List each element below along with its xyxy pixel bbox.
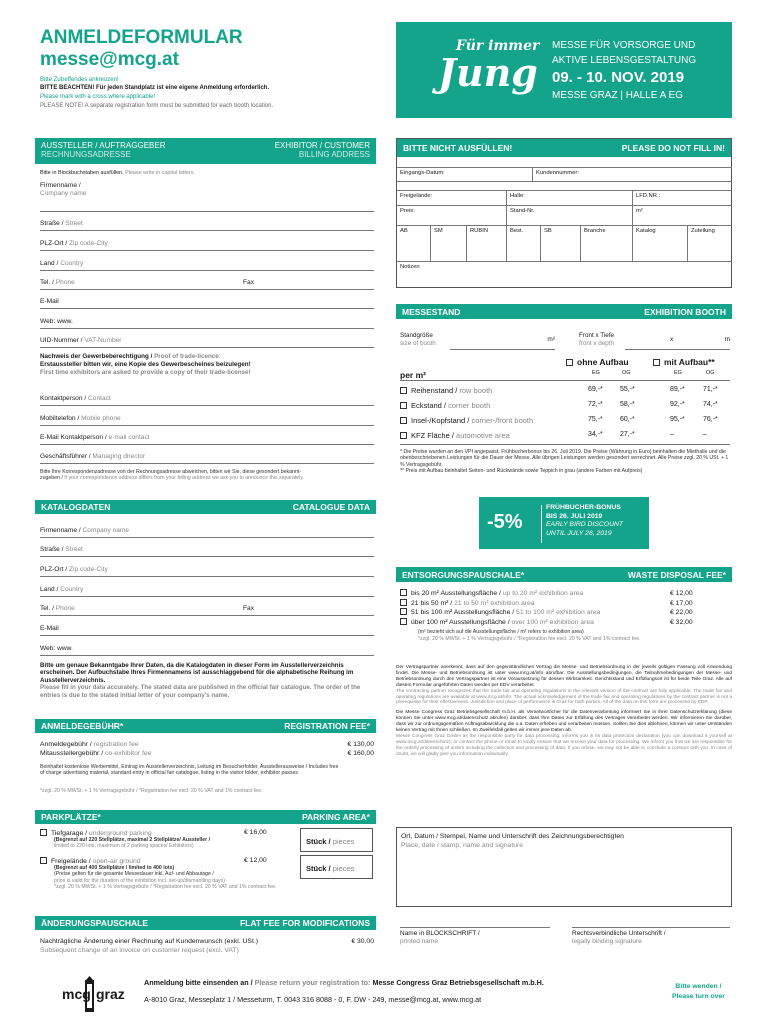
exhibitor-web-field[interactable] bbox=[40, 318, 374, 329]
terms-p1b: The contracting partner recognizes that the trade fair and operating regulations in the relevant version of the contract are fully applicable. The trade fair and operating regulations are available at www.mcg.at/info. The actual acknowledgement of the trade fair and operating regulations by the contract partner is not a prerequisite for their effectiveness. Jurisdiction and place of performance is Graz for both parties. All of the data on this form are processed by EDP. bbox=[396, 688, 732, 706]
booth-row-reihen bbox=[400, 386, 730, 395]
legal-signature-line[interactable] bbox=[572, 918, 730, 928]
modfee-h-de: ÄNDERUNGSPAUSCHALE bbox=[41, 918, 149, 928]
cat-firm-en: Company name bbox=[82, 527, 130, 534]
land-en: Country bbox=[60, 260, 84, 267]
parking-h-en: PARKING AREA* bbox=[301, 812, 370, 822]
banner-line2: AKTIVE LEBENSGESTALTUNG bbox=[552, 55, 697, 66]
legal-signature-label bbox=[572, 930, 666, 946]
insel-checkbox[interactable] bbox=[400, 417, 407, 424]
logo-graz: graz bbox=[96, 986, 125, 1002]
ceo-en: Managing director bbox=[92, 453, 146, 460]
office-use-box bbox=[396, 138, 732, 288]
eck-de: Eckstand / bbox=[411, 401, 447, 410]
modfee-header bbox=[35, 916, 376, 930]
modfee-en: Subsequent change of an invoice on customer request (excl. VAT) bbox=[40, 947, 239, 954]
firm-de: Firmenname / bbox=[40, 182, 81, 189]
uid-en: VAT-Number bbox=[84, 337, 122, 344]
street-de: Straße / bbox=[40, 220, 64, 227]
send-de: Anmeldung bitte einsenden an / bbox=[144, 978, 253, 987]
depth-x: x bbox=[670, 336, 674, 343]
banner-venue: MESSE GRAZ | HALLE A EG bbox=[552, 90, 683, 101]
office-eingang[interactable]: Eingangs-Datum: bbox=[397, 167, 533, 182]
ohne-checkbox[interactable] bbox=[566, 359, 573, 366]
depth-m: m bbox=[724, 336, 730, 343]
reihen-de: Reihenstand / bbox=[411, 386, 458, 395]
office-stand[interactable]: Stand-Nr. bbox=[507, 206, 633, 226]
exhibitor-h-en1: EXHIBITOR / CUSTOMER bbox=[274, 141, 370, 150]
ceo-de: Geschäftsführer / bbox=[40, 453, 91, 460]
insel-p2: 60,-* bbox=[620, 416, 635, 423]
firm-en: Company name bbox=[40, 190, 87, 197]
terms-p2: Die Messe Congress Graz Betriebsgesellschaft m.b.H. als Verantwortlicher für die Datenverarbeitung informiert Sie in ihrer Datenschutzerklärung (diese können Sie unter www.mcg.at/datenschutz abrufen) darüber, dass Ihre Daten zur Erfüllung des Vertrages verarbeitet werden. Wir informieren Sie darüber, dass wir zur ordnungsgemäßen Auftragsabwicklung die o.a. Daten erheben und verarbeiten müssen. Sollten Sie dies ablehnen, können wir unter Umständen keinen Vertrag mit Ihnen schließen. Im Zweifelsfall gelten wir immer jene Daten ab. bbox=[396, 710, 732, 734]
exhibitor-email-field[interactable] bbox=[40, 298, 374, 309]
insel-de: Insel-/Kopfstand / bbox=[411, 416, 470, 425]
tel-de: Tel. / bbox=[40, 279, 54, 286]
disposal-cb-1[interactable] bbox=[400, 589, 407, 596]
per-m2-label: per m² bbox=[400, 370, 426, 380]
turn2: Please turn over bbox=[672, 993, 725, 1000]
disp-2-v: € 17,00 bbox=[670, 599, 693, 607]
f-de: Freigelände / bbox=[51, 858, 91, 865]
booth-footnote1: * Die Preise wurden an den VPI angepasst. Frühbucherbonus bis 26. Juli 2019. Die Preise (Währung in Euro) beinhalten die Miethalle und die obenbeschriebenen Leistungen für die Dauer der Messe. Alle übrigen Leistungen werden gesondert verrechnet. Alle Preise zzgl. 20 % USt. + 1 % Vertragsgebühr. bbox=[400, 449, 729, 468]
kfz-p4: – bbox=[703, 431, 707, 438]
booth-h-en: EXHIBITION BOOTH bbox=[644, 306, 726, 317]
eck-p4: 74,-* bbox=[703, 401, 718, 408]
regfee-lines bbox=[40, 740, 374, 758]
exhibitor-company-field[interactable] bbox=[40, 182, 374, 212]
address-line: A-8010 Graz, Messeplatz 1 / Messeturm, T. 0043 316 8088 - 0, F. DW - 249, messe@mcg.at, www.mcg.at bbox=[144, 995, 482, 1004]
uid-de: UID-Nummer / bbox=[40, 337, 83, 344]
early-bird-badge bbox=[479, 497, 649, 549]
modfee-val: € 30,00 bbox=[351, 938, 374, 945]
kfz-checkbox[interactable] bbox=[400, 432, 407, 439]
cat-plz-de: PLZ-Ort / bbox=[40, 566, 68, 573]
disposal-cb-4[interactable] bbox=[400, 618, 407, 625]
office-zuteilung[interactable]: Zuteilung bbox=[688, 226, 732, 262]
send-to-line bbox=[144, 978, 544, 987]
office-best[interactable]: Best. bbox=[507, 226, 541, 262]
terms-p1: Der Vertragspartner anerkennt, dass auf den gegenständlichen Vertrag die Messe- und Betriebsordnung in der jeweils gültigen Fassung voll Anwendung findet. Die Messe- und Betriebsordnung ist unter www.mcg.at/info abrufbar. Die Ausstellungsbedingungen, die Teilnahmebedingungen der Messe- und Betriebsordnung durch den Vertragspartner ist eine Voraussetzung für dessen Wirksamkeit. Gerichtsstand und Erfüllungsort ist für beide Teile Graz. Alle auf diesem Formular angeführten Daten werden per EDV verarbeitet. bbox=[396, 665, 732, 688]
form-title: ANMELDEFORMULAR bbox=[40, 27, 243, 48]
mobile-de: Mobiltelefon / bbox=[40, 415, 80, 422]
bonus-text bbox=[546, 504, 623, 538]
exhibitor-plz-field[interactable] bbox=[40, 240, 374, 251]
sig-n-en: printed name bbox=[400, 938, 438, 945]
booth-row-kfz bbox=[400, 431, 730, 440]
regfee-l1-de: Anmeldegebühr / bbox=[40, 741, 92, 748]
booth-h-de: MESSESTAND bbox=[402, 306, 461, 317]
cat-company-field[interactable] bbox=[40, 527, 374, 538]
logo-jung: Jung bbox=[438, 50, 538, 95]
col-og-2: OG bbox=[706, 370, 715, 376]
econtact-en: e-mail contact bbox=[108, 434, 150, 441]
caps-de: Bitte in Blockbuchstaben ausfüllen. bbox=[40, 170, 124, 176]
corr-en: If your correspondence address differs from your billing address we ask you to announce this separately. bbox=[64, 475, 304, 482]
disposal-cb-2[interactable] bbox=[400, 599, 407, 606]
disposal-header bbox=[396, 567, 732, 582]
reihen-p1: 69,-* bbox=[588, 386, 603, 393]
turn-over bbox=[672, 982, 725, 1002]
regfee-header bbox=[35, 719, 376, 733]
note-tick: Bitte Zutreffendes ankreuzen! bbox=[40, 77, 119, 83]
exhibitor-h-de1: AUSSTELLER / AUFTRAGGEBER bbox=[41, 141, 166, 150]
signature-box[interactable] bbox=[396, 827, 732, 907]
catalogue-header bbox=[35, 500, 376, 514]
regfee-h-de: ANMELDEGEBÜHR* bbox=[41, 721, 124, 731]
cat-street-field[interactable] bbox=[40, 546, 374, 557]
regfee-l1-val: € 130,00 bbox=[347, 741, 374, 748]
proof3: First time exhibitors are asked to provide a copy of their trade-license! bbox=[40, 369, 251, 376]
cat-email-field[interactable] bbox=[40, 625, 374, 636]
col-eg-2: EG bbox=[674, 370, 682, 376]
mit-aufbau-option[interactable] bbox=[653, 357, 715, 367]
mcg-logo bbox=[62, 974, 125, 1014]
printed-name-line[interactable] bbox=[400, 918, 550, 928]
regfee-l2-en: co-exhibitor fee bbox=[104, 750, 152, 757]
modfee-h-en: FLAT FEE FOR MODIFICATIONS bbox=[239, 918, 370, 928]
insel-en: corner-/front booth bbox=[471, 416, 534, 425]
booth-divider-2 bbox=[400, 444, 730, 445]
office-sb[interactable]: SB bbox=[541, 226, 581, 262]
cat-street-en: Street bbox=[65, 546, 83, 553]
bonus-l3: EARLY BIRD DISCOUNT bbox=[546, 521, 624, 529]
caps-note bbox=[40, 170, 195, 176]
terms-text bbox=[396, 665, 732, 758]
f-n2: (Preise gelten für die gesamte Messedauer inkl. Auf- und Abbautage / bbox=[54, 871, 214, 878]
form-email: messe@mcg.at bbox=[40, 49, 179, 70]
reihen-en: row booth bbox=[459, 386, 493, 395]
depth-en: front x depth bbox=[579, 340, 615, 347]
contact-en: Contact bbox=[88, 395, 111, 402]
office-header bbox=[397, 139, 731, 157]
kfz-de: KFZ Fläche / bbox=[411, 431, 454, 440]
disp-4-en: over 100 m² exhibition area bbox=[511, 618, 594, 626]
sig-l1: Ort, Datum / Stempel, Name und Unterschrift des Zeichnungsberechtigten bbox=[401, 833, 624, 840]
count-de-2: Stück / bbox=[306, 864, 331, 873]
eck-en: corner booth bbox=[448, 401, 491, 410]
office-h-en: PLEASE DO NOT FILL IN! bbox=[621, 143, 725, 153]
parking-h-de: PARKPLÄTZE* bbox=[41, 812, 101, 822]
reihen-checkbox[interactable] bbox=[400, 387, 407, 394]
proof-en: Proof of trade-licence: bbox=[154, 353, 221, 360]
bonus-pct: -5% bbox=[487, 511, 523, 533]
printed-name-label bbox=[400, 930, 480, 946]
corr-de2: zugeben / bbox=[40, 475, 63, 482]
bonus-divider bbox=[541, 505, 542, 543]
cat-tel-en: Phone bbox=[55, 605, 75, 612]
ohne-aufbau-option[interactable] bbox=[566, 357, 629, 367]
econtact-de: E-Mail Kontaktperson / bbox=[40, 434, 107, 441]
disp-4-de: über 100 m² Ausstellungsfläche / bbox=[411, 618, 510, 626]
f-n3: price is valid for the duration of the exhibition incl. set-up/dismantling days) bbox=[54, 877, 225, 884]
banner-dates: 09. - 10. NOV. 2019 bbox=[552, 69, 685, 86]
cat-tel-de: Tel. / bbox=[40, 605, 54, 612]
exhibitor-header bbox=[35, 138, 376, 164]
disp-2-en: 21 to 50 m² exhibition area bbox=[454, 599, 535, 607]
col-eg-1: EG bbox=[592, 370, 600, 376]
cat-web-field[interactable] bbox=[40, 645, 374, 656]
disp-1-en: up to 20 m² exhibition area bbox=[502, 590, 584, 597]
booth-size-input[interactable] bbox=[450, 332, 555, 350]
contact-de: Kontaktperson / bbox=[40, 395, 87, 402]
booth-footnote2: ** Preis mit Aufbau beinhaltet Seiten- und Rückwände sowie Teppich in grau (andere Farben mit Aufpreis) bbox=[400, 468, 643, 474]
regfee-l2-de: Mitausstellergebühr / bbox=[40, 750, 104, 757]
catalogue-h-en: CATALOGUE DATA bbox=[292, 502, 370, 512]
t-val: € 16,00 bbox=[244, 829, 267, 836]
office-halle[interactable]: Halle: bbox=[507, 190, 633, 206]
fax-label: Fax bbox=[243, 279, 254, 286]
cat-email-label: E-Mail bbox=[40, 625, 59, 632]
insel-p1: 75,-* bbox=[588, 416, 603, 423]
size-de: Standgröße bbox=[400, 332, 433, 339]
disp-3-de: 51 bis 100 m² Ausstellungsfläche / bbox=[411, 609, 515, 617]
logo-fuer-immer: Für immer bbox=[456, 38, 540, 54]
booth-depth-label bbox=[579, 332, 614, 348]
modfee-line bbox=[40, 937, 374, 955]
regfee-note1: Beinhaltet kostenlose Werbemittel, Eintrag im Ausstellerverzeichnis, Leitung im Besucherfolder, Ausstellerausweise / Includes free of charge advertising material, standard entry in official fair catalogue, listing in the visitor folder, exhibitor passes bbox=[40, 764, 339, 777]
disp-1-de: bis 20 m² Ausstellungsfläche / bbox=[411, 590, 501, 597]
booth-divider bbox=[400, 380, 730, 381]
kfz-p2: 27,-* bbox=[620, 431, 635, 438]
turn1: Bitte wenden / bbox=[675, 983, 722, 990]
email-label: E-Mail bbox=[40, 298, 59, 305]
booth-header bbox=[396, 304, 732, 319]
exhibitor-tel-field[interactable] bbox=[40, 279, 374, 290]
exhibitor-h-de2: RECHNUNGSADRESSE bbox=[41, 150, 131, 159]
openair-count-box[interactable] bbox=[300, 855, 373, 879]
regfee-h-en: REGISTRATION FEE* bbox=[284, 721, 370, 731]
plz-de: PLZ-Ort / bbox=[40, 240, 68, 247]
cat-web-label: Web: www. bbox=[40, 645, 73, 652]
kfz-en: automotive area bbox=[456, 431, 510, 440]
t-de: Tiefgarage / bbox=[51, 830, 88, 837]
f-val: € 12,00 bbox=[244, 857, 267, 864]
proof-de: Nachweis der Gewerbeberechtigung / bbox=[40, 353, 153, 360]
booth-depth-input[interactable] bbox=[625, 332, 730, 350]
insel-p3: 95,-* bbox=[670, 416, 685, 423]
booth-size-label bbox=[400, 332, 436, 348]
modfee-de: Nachträgliche Änderung einer Rechnung auf Kundenwunsch (exkl. USt.) bbox=[40, 938, 259, 945]
disposal-note2: *zzgl. 20 % MWSt. + 1 % Vertragsgebühr / *Registration fee excl. 20 % VAT and 1% contract fee. bbox=[418, 636, 641, 642]
kfz-p1: 34,-* bbox=[588, 431, 603, 438]
exhibitor-street-field[interactable] bbox=[40, 220, 374, 231]
sig-s-de: Rechtsverbindliche Unterschrift / bbox=[572, 930, 666, 937]
depth-de: Front x Tiefe bbox=[579, 332, 614, 339]
contact-email-field[interactable] bbox=[40, 434, 374, 445]
office-sm[interactable]: SM bbox=[431, 226, 467, 262]
disposal-h-en: WASTE DISPOSAL FEE* bbox=[627, 569, 726, 580]
cat-land-field[interactable] bbox=[40, 586, 374, 597]
mit-checkbox[interactable] bbox=[653, 359, 660, 366]
cat-note-en: Please fill in your data accurately. The stated data are published in the official fair catalogue. The order of the entries is due to the stated initial letter of your company's name. bbox=[40, 684, 361, 699]
office-m2[interactable]: m² bbox=[633, 206, 732, 226]
reihen-p3: 89,-* bbox=[670, 386, 685, 393]
land-de: Land / bbox=[40, 260, 59, 267]
trade-licence-note bbox=[40, 353, 374, 377]
disposal-h-de: ENTSORGUNGSPAUSCHALE* bbox=[402, 569, 525, 580]
logo-mcg: mcg bbox=[62, 986, 91, 1002]
catalogue-note bbox=[40, 662, 374, 699]
disposal-list bbox=[400, 589, 730, 627]
office-notizen[interactable]: Notizen bbox=[400, 264, 420, 270]
mit-label: mit Aufbau** bbox=[664, 357, 715, 367]
note-separate: BITTE BEACHTEN! Für jeden Standplatz ist eine eigene Anmeldung erforderlich. bbox=[40, 85, 270, 91]
t-en: underground parking bbox=[88, 830, 152, 837]
street-en: Street bbox=[65, 220, 83, 227]
booth-row-insel bbox=[400, 416, 730, 425]
booth-row-eck bbox=[400, 401, 730, 410]
cat-land-en: Country bbox=[60, 586, 84, 593]
bonus-l2: BIS 26. JULI 2019 bbox=[546, 512, 603, 520]
insel-p4: 76,-* bbox=[703, 416, 718, 423]
tel-en: Phone bbox=[55, 279, 75, 286]
note-separate-en: PLEASE NOTE! A separate registration form must be submitted for each booth location. bbox=[40, 103, 274, 109]
cat-plz-field[interactable] bbox=[40, 566, 374, 577]
sig-n-de: Name in BLOCKSCHRIFT / bbox=[400, 930, 480, 937]
exhibitor-h-en2: BILLING ADDRESS bbox=[298, 150, 370, 159]
note-tick-en: Please mark with a cross where applicable! bbox=[40, 94, 156, 100]
f-en: open-air ground bbox=[92, 858, 141, 865]
eck-p1: 72,-* bbox=[588, 401, 603, 408]
banner-line1: MESSE FÜR VORSORGE UND bbox=[552, 40, 696, 51]
sig-l2: Place, date / stamp, name and signature bbox=[401, 842, 524, 849]
disp-1-v: € 12,00 bbox=[670, 590, 693, 597]
web-label: Web: www. bbox=[40, 318, 73, 325]
sig-s-en: legally binding signature bbox=[572, 938, 642, 945]
parking-header bbox=[35, 810, 376, 824]
cat-firm-de: Firmenname / bbox=[40, 527, 81, 534]
office-ab[interactable]: AB bbox=[397, 226, 431, 262]
cat-tel-field[interactable] bbox=[40, 605, 374, 616]
office-branche[interactable]: Branche bbox=[581, 226, 633, 262]
office-rubin[interactable]: RUBIN bbox=[467, 226, 507, 262]
eck-checkbox[interactable] bbox=[400, 402, 407, 409]
f-n1: (Begrenzt auf 400 Stellplätze / limited to 400 lots) bbox=[54, 865, 175, 871]
exhibitor-land-field[interactable] bbox=[40, 260, 374, 271]
mobile-field[interactable] bbox=[40, 415, 374, 426]
disp-4-v: € 32,00 bbox=[670, 618, 693, 626]
count-en-2: pieces bbox=[332, 864, 355, 873]
cat-street-de: Straße / bbox=[40, 546, 64, 553]
regfee-note2: *zzgl. 20 % MWSt. + 1 % Vertragsgebühr / *Registration fee excl. 20 % VAT and 1% contract fee. bbox=[40, 788, 263, 794]
kfz-p3: – bbox=[670, 431, 674, 438]
office-h-de: BITTE NICHT AUSFÜLLEN! bbox=[403, 143, 513, 153]
disposal-cb-3[interactable] bbox=[400, 608, 407, 615]
correspondence-note bbox=[40, 469, 374, 482]
t-n1: (Begrenzt auf 220 Stellplätze, maximal 2 Stellplätze/ Aussteller / bbox=[54, 837, 211, 843]
size-m2: m² bbox=[547, 336, 555, 343]
eck-p3: 92,-* bbox=[670, 401, 685, 408]
parking-underground bbox=[40, 829, 300, 850]
corr-de: Bitte Ihre Korrespondenzadresse von der Rechnungsadresse abweichen, bitten wir Sie, diese gesondert bekannt- bbox=[40, 469, 301, 475]
catalogue-h-de: KATALOGDATEN bbox=[41, 502, 111, 512]
cat-fax-label: Fax bbox=[243, 605, 254, 612]
bonus-l4: UNTIL JULY 26, 2019 bbox=[546, 529, 612, 537]
event-banner bbox=[396, 22, 732, 118]
disposal-note1: (m² bezieht sich auf die Ausstellungsfläche / m² refers to exhibition area) bbox=[418, 629, 584, 635]
cat-land-de: Land / bbox=[40, 586, 59, 593]
mobile-en: Mobile phone bbox=[81, 415, 121, 422]
openair-checkbox[interactable] bbox=[40, 857, 47, 864]
reihen-p2: 55,-* bbox=[620, 386, 635, 393]
cat-note-de: Bitte um genaue Bekanntgabe Ihrer Daten, da die Katalogdaten in dieser Form im Ausstellerverzeichnis erscheinen. Der Aufbuchstabe Ihres Firmennamens ist ausschlaggebend für die alphabetische Reihung im Ausstellerverzeichnis. bbox=[40, 662, 354, 684]
contact-field[interactable] bbox=[40, 395, 374, 406]
office-kunde[interactable]: Kundennummer: bbox=[533, 167, 732, 182]
f-n4: *zzgl. 20 % MWSt. + 1 % Vertragsgebühr / *Registration fee excl. 20 % VAT and 1% contract fee. bbox=[54, 883, 277, 890]
caps-en: Please write in capital letters. bbox=[125, 170, 195, 176]
plz-en: Zip code-City bbox=[68, 240, 108, 247]
send-en: Please return your registration to: bbox=[254, 978, 371, 987]
proof2: Erstaussteller bitten wir, eine Kopie des Gewerbescheines beizulegen! bbox=[40, 361, 251, 368]
count-de-1: Stück / bbox=[306, 837, 331, 846]
count-en-1: pieces bbox=[332, 837, 355, 846]
regfee-l2-val: € 160,00 bbox=[347, 750, 374, 757]
office-frei[interactable]: Freigelände: bbox=[397, 190, 507, 206]
underground-count-box[interactable] bbox=[300, 828, 373, 852]
eck-p2: 58,-* bbox=[620, 401, 635, 408]
disp-3-en: 51 to 100 m² exhibition area bbox=[516, 609, 601, 617]
reihen-p4: 71,-* bbox=[703, 386, 718, 393]
ceo-field[interactable] bbox=[40, 453, 374, 464]
parking-openair bbox=[40, 857, 300, 890]
bonus-l1: FRÜHBUCHER-BONUS bbox=[546, 504, 621, 511]
exhibitor-uid-field[interactable] bbox=[40, 337, 374, 348]
office-preis[interactable]: Preis: bbox=[397, 206, 507, 226]
t-n2: limited to 220 lots, maximum of 2 parking spaces/ Exhibitors) bbox=[54, 843, 194, 850]
underground-checkbox[interactable] bbox=[40, 829, 47, 836]
office-katalog[interactable]: Katalog bbox=[633, 226, 688, 262]
regfee-l1-en: registration fee bbox=[93, 741, 139, 748]
size-en: size of booth bbox=[400, 340, 436, 347]
cat-plz-en: Zip code-City bbox=[68, 566, 108, 573]
terms-p2b: Messe Congress Graz GmbH as the responsible party for data processing, informs you in its data protection declaration (you can download it yourself at www.mcg.at/datenschutz), or contact the phone or email to kindly ensure that we receive your data for processing. We inform you that we are responsible for the orderly processing of orders including the collection and processing of data. If you refuse, we may not be able to conclude a contract with you. In case of doubt, we will gladly give you information individually. bbox=[396, 733, 732, 757]
disp-2-de: 21 bis 50 m² / bbox=[411, 599, 453, 607]
col-og-1: OG bbox=[622, 370, 631, 376]
send-to: Messe Congress Graz Betriebsgesellschaft m.b.H. bbox=[372, 978, 544, 987]
ohne-label: ohne Aufbau bbox=[577, 357, 629, 367]
office-lfd[interactable]: LFD.NR.: bbox=[633, 190, 732, 206]
disp-3-v: € 22,00 bbox=[670, 609, 693, 617]
